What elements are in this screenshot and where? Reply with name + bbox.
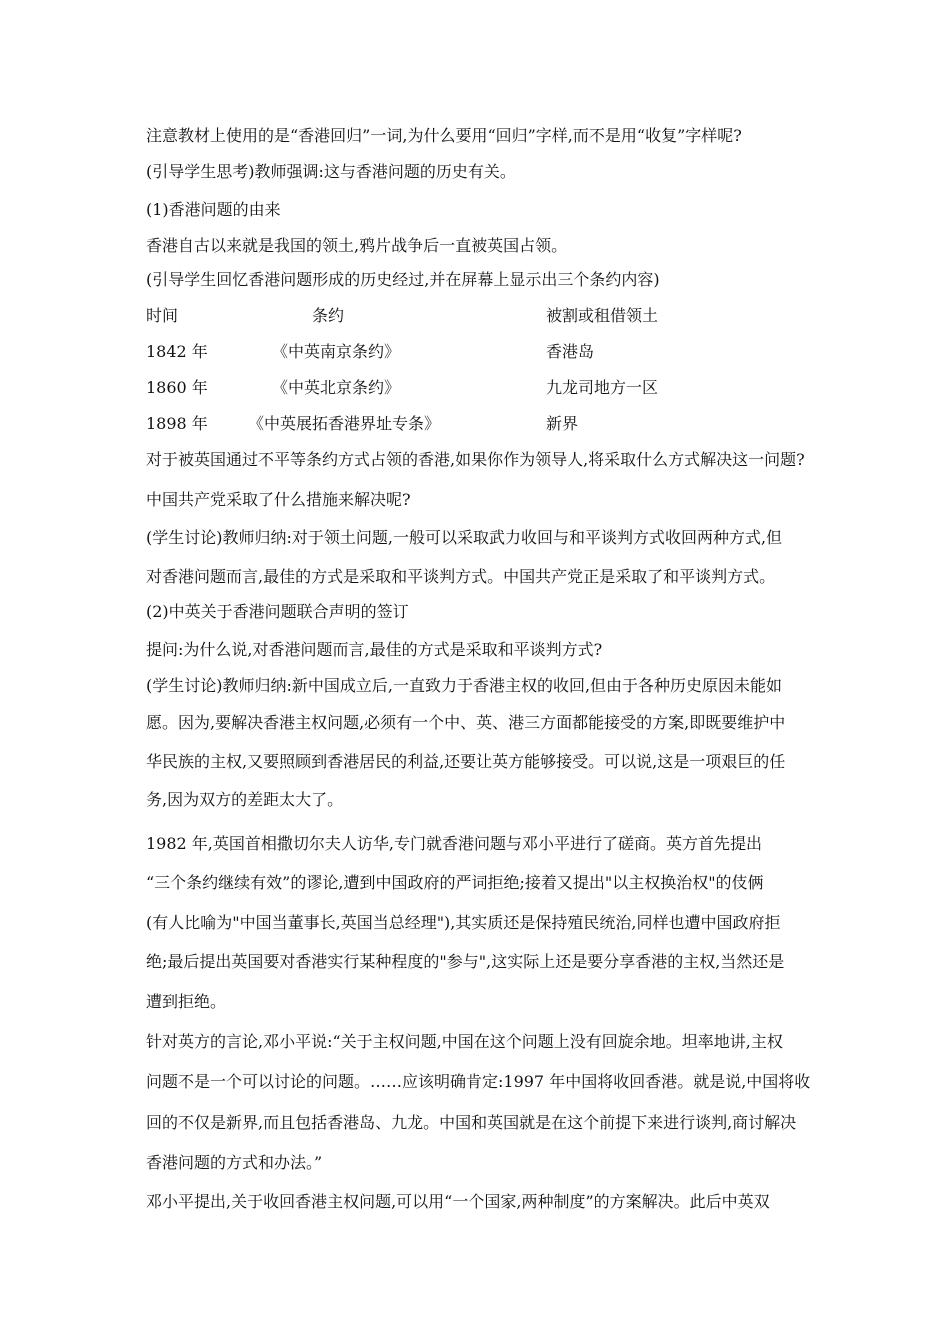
paragraph-line: 注意教材上使用的是“香港回归”一词,为什么要用“回归”字样,而不是用“收复”字样呢? bbox=[146, 126, 742, 145]
paragraph-line: 中国共产党采取了什么措施来解决呢? bbox=[146, 490, 411, 509]
table-cell: 《中英北京条约》 bbox=[272, 378, 401, 397]
paragraph-line: (有人比喻为"中国当董事长,英国当总经理"),其实质还是保持殖民统治,同样也遭中国政府拒 bbox=[146, 913, 781, 932]
paragraph-line: “三个条约继续有效”的谬论,遭到中国政府的严词拒绝;接着又提出"以主权换治权"的伎俩 bbox=[146, 873, 764, 892]
paragraph-line: 回的不仅是新界,而且包括香港岛、九龙。中国和英国就是在这个前提下来进行谈判,商讨解决 bbox=[146, 1113, 797, 1132]
paragraph-line: 愿。因为,要解决香港主权问题,必须有一个中、英、港三方面都能接受的方案,即既要维护中 bbox=[146, 713, 786, 732]
table-cell: 《中英展拓香港界址专条》 bbox=[248, 414, 441, 433]
paragraph-line: (引导学生思考)教师强调:这与香港问题的历史有关。 bbox=[146, 162, 516, 181]
table-cell: 香港岛 bbox=[546, 342, 595, 361]
table-cell: 1860 年 bbox=[146, 378, 208, 397]
paragraph-line: 对香港问题而言,最佳的方式是采取和平谈判方式。中国共产党正是采取了和平谈判方式。 bbox=[146, 567, 776, 586]
table-cell: 1842 年 bbox=[146, 342, 208, 361]
paragraph-line: 务,因为双方的差距太大了。 bbox=[146, 790, 344, 809]
table-cell: 新界 bbox=[546, 414, 579, 433]
section-heading: (2)中英关于香港问题联合声明的签订 bbox=[146, 602, 409, 621]
paragraph-line: 对于被英国通过不平等条约方式占领的香港,如果你作为领导人,将采取什么方式解决这一问题? bbox=[146, 450, 805, 469]
paragraph-line: (引导学生回忆香港问题形成的历史经过,并在屏幕上显示出三个条约内容) bbox=[146, 270, 660, 289]
paragraph-line: 问题不是一个可以讨论的问题。……应该明确肯定:1997 年中国将收回香港。就是说,中国将收 bbox=[146, 1072, 811, 1091]
section-heading: (1)香港问题的由来 bbox=[146, 200, 281, 219]
table-header-cell: 被割或租借领土 bbox=[546, 306, 659, 325]
paragraph-line: 针对英方的言论,邓小平说:“关于主权问题,中国在这个问题上没有回旋余地。坦率地讲,主权 bbox=[146, 1032, 783, 1051]
table-cell: 1898 年 bbox=[146, 414, 208, 433]
paragraph-line: 香港问题的方式和办法。” bbox=[146, 1153, 323, 1172]
paragraph-line: 邓小平提出,关于收回香港主权问题,可以用“一个国家,两种制度”的方案解决。此后中英双 bbox=[146, 1192, 770, 1211]
paragraph-line: (学生讨论)教师归纳:对于领土问题,一般可以采取武力收回与和平谈判方式收回两种方式,但 bbox=[146, 528, 783, 547]
paragraph-line: (学生讨论)教师归纳:新中国成立后,一直致力于香港主权的收回,但由于各种历史原因未能如 bbox=[146, 676, 783, 695]
table-header-cell: 时间 bbox=[146, 306, 179, 325]
paragraph-line: 华民族的主权,又要照顾到香港居民的利益,还要让英方能够接受。可以说,这是一项艰巨的任 bbox=[146, 752, 786, 771]
paragraph-line: 1982 年,英国首相撒切尔夫人访华,专门就香港问题与邓小平进行了磋商。英方首先提出 bbox=[146, 834, 762, 853]
paragraph-line: 香港自古以来就是我国的领土,鸦片战争后一直被英国占领。 bbox=[146, 236, 568, 255]
paragraph-line: 提问:为什么说,对香港问题而言,最佳的方式是采取和平谈判方式? bbox=[146, 640, 603, 659]
table-cell: 《中英南京条约》 bbox=[272, 342, 401, 361]
paragraph-line: 绝;最后提出英国要对香港实行某种程度的"参与",这实际上还是要分享香港的主权,当然还是 bbox=[146, 952, 785, 971]
table-cell: 九龙司地方一区 bbox=[546, 378, 659, 397]
table-header-cell: 条约 bbox=[312, 306, 345, 325]
paragraph-line: 遭到拒绝。 bbox=[146, 992, 227, 1011]
